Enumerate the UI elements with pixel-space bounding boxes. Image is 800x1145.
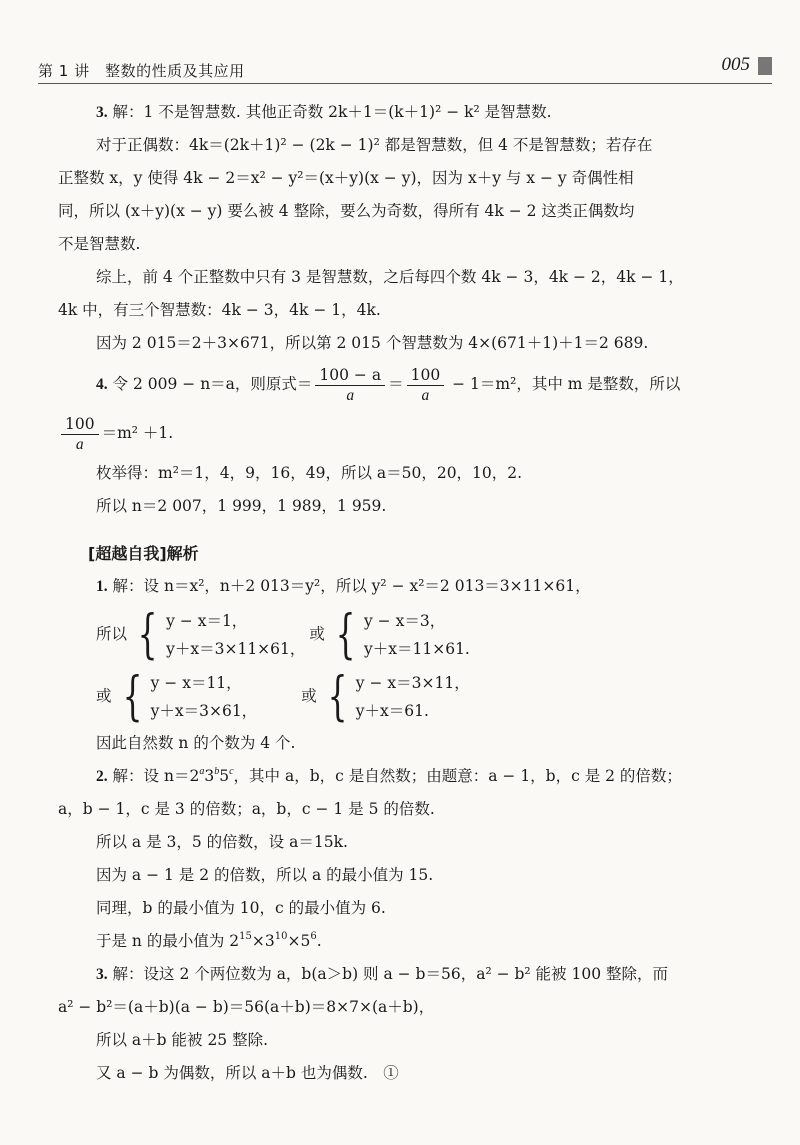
- solution-1-line-1: [58, 570, 760, 603]
- exponent: 10: [274, 931, 288, 942]
- solution-3-line-2: a² − b²＝(a＋b)(a − b)＝56(a＋b)＝8×7×(a＋b)，: [58, 998, 435, 1016]
- text: 所以: [96, 625, 128, 643]
- page-marker-block: [758, 57, 772, 75]
- problem-number: 3.: [96, 966, 108, 983]
- numerator: 100: [407, 365, 445, 386]
- text: ×3: [251, 932, 275, 950]
- problem-3-line-4: 同，所以 (x＋y)(x − y) 要么被 4 整除，要么为奇数，得所有 4k − 2 这类正偶数均: [58, 202, 635, 220]
- equation: y − x＝11，: [150, 674, 242, 692]
- problem-3-line-6: 综上，前 4 个正整数中只有 3 是智慧数，之后每四个数 4k − 3，4k − 2，4k − 1，: [96, 268, 684, 286]
- equation-system: [321, 669, 470, 725]
- fraction: [61, 414, 99, 455]
- page-number: 005: [721, 54, 750, 75]
- problem-number: 3.: [96, 104, 108, 121]
- fraction: [315, 365, 385, 406]
- problem-3-line-2: 对于正偶数：4k＝(2k＋1)² − (2k − 1)² 都是智慧数，但 4 不是智慧数；若存在: [96, 136, 653, 154]
- problem-3-line-7: 4k 中，有三个智慧数：4k − 3，4k − 1，4k.: [58, 301, 381, 319]
- text: ，其中 a，b，c 是自然数；由题意：a − 1，b，c 是 2 的倍数；: [233, 767, 682, 785]
- equation-system: [131, 607, 305, 663]
- system-rows: [356, 669, 470, 725]
- brace-glyph: {: [327, 667, 348, 727]
- text: 令 2 009 − n＝a，则原式＝: [107, 375, 313, 393]
- page-body: [58, 96, 760, 1090]
- numerator: 100: [61, 414, 99, 435]
- problem-4-line-3: 枚举得：m²＝1，4，9，16，49，所以 a＝50，20，10，2.: [96, 464, 523, 482]
- equation-systems-row-2: [58, 665, 760, 727]
- problem-3-line-5: 不是智慧数.: [58, 235, 141, 253]
- text: 解：设 n＝2: [107, 767, 200, 785]
- equation: y＋x＝61.: [355, 702, 429, 720]
- text: 3: [204, 767, 215, 785]
- solution-2-line-3: 所以 a 是 3，5 的倍数，设 a＝15k.: [96, 833, 348, 851]
- solution-2-line-2: a，b − 1，c 是 3 的倍数；a，b，c − 1 是 5 的倍数.: [58, 800, 435, 818]
- text: 解：设 n＝x²，n＋2 013＝y²，所以 y² − x²＝2 013＝3×11×61，: [107, 577, 591, 595]
- text: 或: [309, 625, 325, 643]
- section-heading: [超越自我]解析: [88, 544, 199, 563]
- equation-systems-row-1: [58, 603, 760, 665]
- exponent: a: [199, 766, 205, 777]
- equation: y − x＝3，: [364, 612, 446, 630]
- solution-2-line-6: [58, 925, 760, 958]
- solution-2-line-1: [58, 760, 760, 793]
- problem-4-line-2: [58, 409, 760, 457]
- solution-2-line-4: 因为 a − 1 是 2 的倍数，所以 a 的最小值为 15.: [96, 866, 434, 884]
- text: − 1＝m²，其中 m 是整数，所以: [447, 375, 681, 393]
- solution-2-line-5: 同理，b 的最小值为 10，c 的最小值为 6.: [96, 899, 386, 917]
- system-rows: [151, 669, 258, 725]
- page-header: [38, 52, 772, 84]
- text: ＝: [388, 375, 404, 393]
- brace-glyph: {: [122, 667, 142, 727]
- fraction: [407, 365, 445, 406]
- denominator: a: [346, 386, 355, 404]
- solution-3-line-4: 又 a − b 为偶数，所以 a＋b 也为偶数. ①: [96, 1064, 399, 1082]
- exponent: 6: [310, 931, 317, 942]
- text: 5: [219, 767, 230, 785]
- text: 或: [301, 687, 317, 705]
- equation-system: [329, 607, 470, 663]
- text: 于是 n 的最小值为 2: [96, 932, 240, 950]
- denominator: a: [421, 386, 430, 404]
- text: 解：设这 2 个两位数为 a，b(a＞b) 则 a − b＝56，a² − b² 能被 100 整除，而: [107, 965, 668, 983]
- problem-4-line-1: [58, 360, 760, 409]
- problem-3-line-1: [58, 96, 760, 129]
- text: 或: [96, 687, 112, 705]
- problem-3-line-3: 正整数 x，y 使得 4k − 2＝x² − y²＝(x＋y)(x − y)，因为 x＋y 与 x − y 奇偶性相: [58, 169, 634, 187]
- text: ×5: [287, 932, 311, 950]
- text: .: [316, 932, 322, 950]
- chapter-title: 第 1 讲 整数的性质及其应用: [38, 62, 245, 80]
- equation: y＋x＝3×61，: [150, 702, 258, 720]
- problem-number: 4.: [96, 376, 108, 393]
- exponent: c: [229, 766, 234, 777]
- brace-glyph: {: [335, 605, 356, 665]
- solution-1-conclusion: 因此自然数 n 的个数为 4 个.: [96, 734, 296, 752]
- solution-3-line-1: [58, 958, 760, 991]
- problem-number: 2.: [96, 768, 108, 785]
- exponent: 15: [239, 931, 252, 942]
- problem-4-line-4: 所以 n＝2 007，1 999，1 989，1 959.: [96, 497, 387, 515]
- brace-glyph: {: [137, 605, 158, 665]
- system-rows: [364, 607, 470, 663]
- numerator: 100 − a: [315, 365, 385, 386]
- equation-system: [116, 669, 258, 725]
- text: ＝m² ＋1.: [101, 424, 174, 442]
- equation: y − x＝1，: [166, 612, 248, 630]
- system-rows: [166, 607, 305, 663]
- equation: y − x＝3×11，: [355, 674, 470, 692]
- problem-number: 1.: [96, 578, 108, 595]
- exponent: b: [214, 766, 220, 777]
- denominator: a: [75, 435, 84, 453]
- problem-3-line-8: 因为 2 015＝2＋3×671，所以第 2 015 个智慧数为 4×(671＋1)＋1＝2 689.: [96, 334, 649, 352]
- header-rule: [38, 83, 772, 84]
- equation: y＋x＝3×11×61，: [166, 640, 306, 658]
- equation: y＋x＝11×61.: [364, 640, 470, 658]
- solution-3-line-3: 所以 a＋b 能被 25 整除.: [96, 1031, 269, 1049]
- text: 解：1 不是智慧数. 其他正奇数 2k＋1＝(k＋1)² − k² 是智慧数.: [107, 103, 552, 121]
